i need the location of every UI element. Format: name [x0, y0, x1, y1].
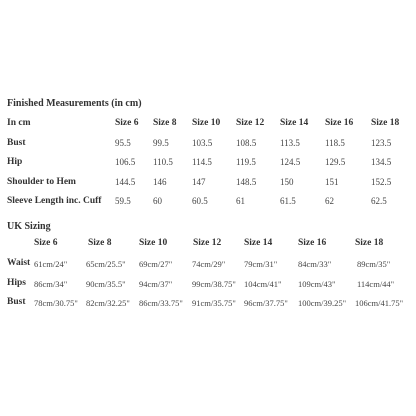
finished-row-label: Shoulder to Hem — [7, 177, 76, 187]
finished-cell: 106.5 — [115, 157, 136, 167]
uk-cell: 99cm/38.75" — [192, 279, 236, 289]
uk-cell: 96cm/37.75" — [244, 298, 288, 308]
finished-cell: 110.5 — [153, 157, 173, 167]
uk-cell: 109cm/43" — [298, 279, 336, 289]
finished-cell: 108.5 — [236, 138, 257, 148]
finished-measurements-title: Finished Measurements (in cm) — [7, 98, 142, 109]
uk-cell: 86cm/34" — [34, 279, 68, 289]
finished-cell: 144.5 — [115, 177, 136, 187]
finished-header-size-16: Size 16 — [325, 118, 354, 128]
uk-cell: 89cm/35" — [357, 259, 391, 269]
finished-cell: 103.5 — [192, 138, 213, 148]
uk-sizing-title: UK Sizing — [7, 221, 51, 232]
uk-cell: 69cm/27" — [139, 259, 173, 269]
uk-cell: 61cm/24" — [34, 259, 68, 269]
finished-row-label: Hip — [7, 157, 23, 167]
finished-cell: 124.5 — [280, 157, 301, 167]
finished-cell: 134.5 — [371, 157, 392, 167]
finished-cell: 119.5 — [236, 157, 256, 167]
finished-cell: 62.5 — [371, 196, 387, 206]
finished-cell: 129.5 — [325, 157, 346, 167]
finished-header-size-10: Size 10 — [192, 118, 221, 128]
uk-cell: 100cm/39.25" — [298, 298, 347, 308]
finished-header-size-18: Size 18 — [371, 118, 400, 128]
finished-cell: 61.5 — [280, 196, 296, 206]
uk-cell: 106cm/41.75" — [355, 298, 404, 308]
finished-cell: 147 — [192, 177, 206, 187]
finished-cell: 114.5 — [192, 157, 212, 167]
uk-cell: 65cm/25.5" — [86, 259, 126, 269]
finished-header-size-12: Size 12 — [236, 118, 265, 128]
finished-cell: 99.5 — [153, 138, 169, 148]
finished-cell: 61 — [236, 196, 245, 206]
uk-cell: 82cm/32.25" — [86, 298, 130, 308]
finished-header-size-8: Size 8 — [153, 118, 177, 128]
finished-cell: 59.5 — [115, 196, 131, 206]
finished-header-size-6: Size 6 — [115, 118, 139, 128]
uk-cell: 114cm/44" — [357, 279, 395, 289]
uk-header-size-14: Size 14 — [244, 238, 273, 248]
unit-label: In cm — [7, 118, 31, 128]
finished-cell: 146 — [153, 177, 167, 187]
finished-row-label: Sleeve Length inc. Cuff — [7, 196, 102, 206]
uk-cell: 86cm/33.75" — [139, 298, 183, 308]
finished-cell: 151 — [325, 177, 339, 187]
uk-header-size-16: Size 16 — [298, 238, 327, 248]
uk-cell: 79cm/31" — [244, 259, 278, 269]
uk-cell: 104cm/41" — [244, 279, 282, 289]
finished-cell: 60 — [153, 196, 162, 206]
uk-cell: 78cm/30.75" — [34, 298, 78, 308]
uk-cell: 74cm/29" — [192, 259, 226, 269]
finished-cell: 113.5 — [280, 138, 300, 148]
uk-header-size-10: Size 10 — [139, 238, 168, 248]
finished-row-label: Bust — [7, 138, 26, 148]
finished-cell: 118.5 — [325, 138, 345, 148]
finished-cell: 148.5 — [236, 177, 257, 187]
finished-cell: 60.5 — [192, 196, 208, 206]
uk-header-size-12: Size 12 — [193, 238, 222, 248]
finished-header-size-14: Size 14 — [280, 118, 309, 128]
uk-cell: 90cm/35.5" — [86, 279, 126, 289]
uk-cell: 84cm/33" — [298, 259, 332, 269]
uk-cell: 94cm/37" — [139, 279, 173, 289]
uk-header-size-8: Size 8 — [88, 238, 112, 248]
finished-cell: 95.5 — [115, 138, 131, 148]
finished-cell: 62 — [325, 196, 334, 206]
finished-cell: 123.5 — [371, 138, 392, 148]
finished-cell: 152.5 — [371, 177, 392, 187]
uk-row-label: Waist — [7, 258, 31, 268]
uk-row-label: Bust — [7, 297, 26, 307]
uk-cell: 91cm/35.75" — [192, 298, 236, 308]
finished-cell: 150 — [280, 177, 294, 187]
uk-row-label: Hips — [7, 278, 27, 288]
uk-header-size-18: Size 18 — [355, 238, 384, 248]
uk-header-size-6: Size 6 — [34, 238, 58, 248]
